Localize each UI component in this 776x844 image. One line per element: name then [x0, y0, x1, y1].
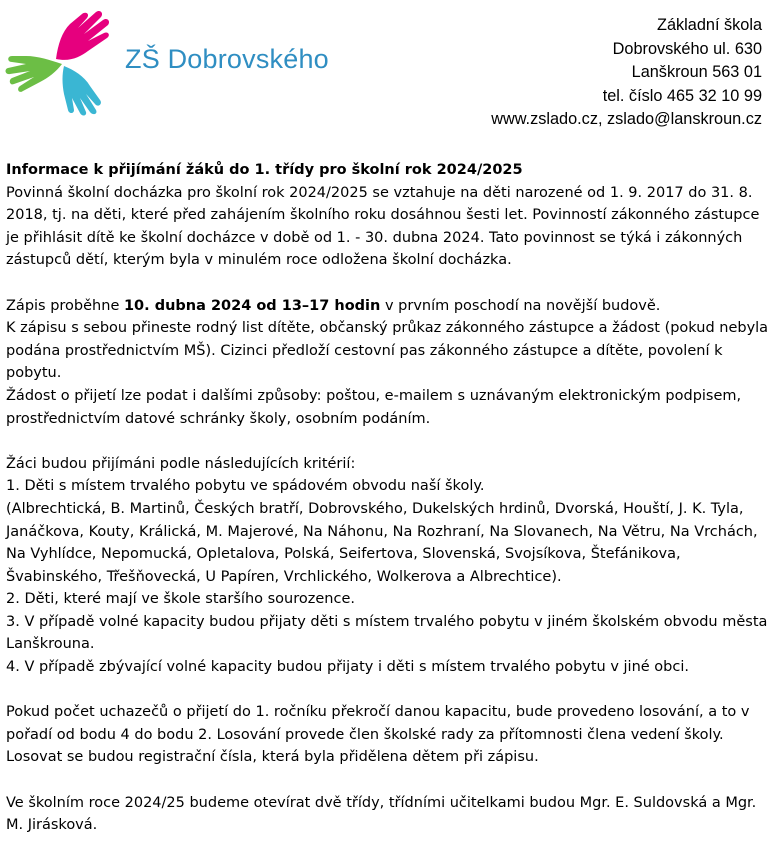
school-logo	[4, 4, 344, 116]
hands-logo-icon	[4, 4, 124, 116]
paragraph-application-methods: Žádost o přijetí lze podat i dalšími způsoby: poštou, e-mailem s uznávaným elektronickým podpisem, prostřednictvím datové schránky školy, osobním podáním.	[6, 387, 742, 427]
address-street: Dobrovského ul. 630	[612, 39, 762, 58]
green-hand-icon	[6, 56, 62, 92]
criterion-1-streets: (Albrechtická, B. Martinů, Českých bratří, Dobrovského, Dukelských hrdinů, Dvorská, Houští, J. K. Tyla, Janáčkova, Kouty, Králická, M. Majerové, Na Náhonu, Na Rozhraní, Na Slovanech, Na Větru, Na Vrchách, Na Vyhlídce, Nepomucká, Opletalova, Polská, Seifertova, Slovenská, Svojsíkova, Štefánikova, Švabinského, Třešňovecká, U Papíren, Vrchlického, Wolkerova a Albrechtice).	[6, 500, 758, 585]
paragraph-lottery: Pokud počet uchazečů o přijetí do 1. ročníku překročí danou kapacitu, bude provedeno losování, a to v pořadí od bodu 4 do bodu 2. Losování provede člen školské rady za přítomnosti člena vedení školy. Losovat se budou registrační čísla, která byla přidělena dětem při zápisu.	[6, 704, 750, 766]
criterion-3: 3. V případě volné kapacity budou přijaty děti s místem trvalého pobytu v jiném školském obvodu města Lanškrouna.	[6, 613, 768, 653]
enrollment-text-post: v prvním poschodí na novější budově.	[380, 297, 661, 314]
paragraph-compulsory-attendance: Povinná školní docházka pro školní rok 2024/2025 se vztahuje na děti narozené od 1. 9. 2017 do 31. 8. 2018, tj. na děti, které před zahájením školního roku dosáhnou šesti let. Povinností zákonného zástupce je přihlásit dítě ke školní docházce v době od 1. - 30. dubna 2024. Tato povinnost se týká i zákonných zástupců dětí, kterým byla v minulém roce odložena školní docházka.	[6, 184, 760, 269]
criterion-4: 4. V případě zbývající volné kapacity budou přijaty i děti s místem trvalého pobytu v jiné obci.	[6, 659, 689, 676]
criteria-intro: Žáci budou přijímáni podle následujících kritérií:	[6, 455, 356, 472]
logo-wordmark: ZŠ Dobrovského	[125, 44, 329, 74]
criterion-2: 2. Děti, které mají ve škole staršího sourozence.	[6, 591, 355, 608]
address-school-name: Základní škola	[657, 16, 762, 34]
address-web-email: www.zslado.cz, zslado@lanskroun.cz	[491, 110, 762, 128]
paragraph-enrollment-date	[6, 295, 770, 318]
paragraph-documents: K zápisu s sebou přineste rodný list dítěte, občanský průkaz zákonného zástupce a žádost (pokud nebyla podána prostřednictvím MŠ). Cizinci předloží cestovní pas zákonného zástupce a dítěte, povolení k pobytu.	[6, 320, 769, 382]
criterion-1: 1. Děti s místem trvalého pobytu ve spádovém obvodu naší školy.	[6, 478, 485, 495]
magenta-hand-icon	[56, 11, 109, 60]
paragraph-classes: Ve školním roce 2024/25 budeme otevírat dvě třídy, třídními učitelkami budou Mgr. E. Suldovská a Mgr. M. Jirásková.	[6, 794, 757, 834]
enrollment-text-pre: Zápis proběhne	[6, 297, 124, 314]
enrollment-date-time: 10. dubna 2024 od 13–17 hodin	[123, 297, 381, 314]
document-body	[6, 159, 770, 837]
address-city: Lanškroun 563 01	[631, 63, 762, 81]
school-address	[491, 14, 762, 132]
document-heading: Informace k přijímání žáků do 1. třídy pro školní rok 2024/2025	[6, 162, 523, 178]
cyan-hand-icon	[63, 66, 101, 116]
address-phone: tel. číslo 465 32 10 99	[602, 86, 762, 105]
